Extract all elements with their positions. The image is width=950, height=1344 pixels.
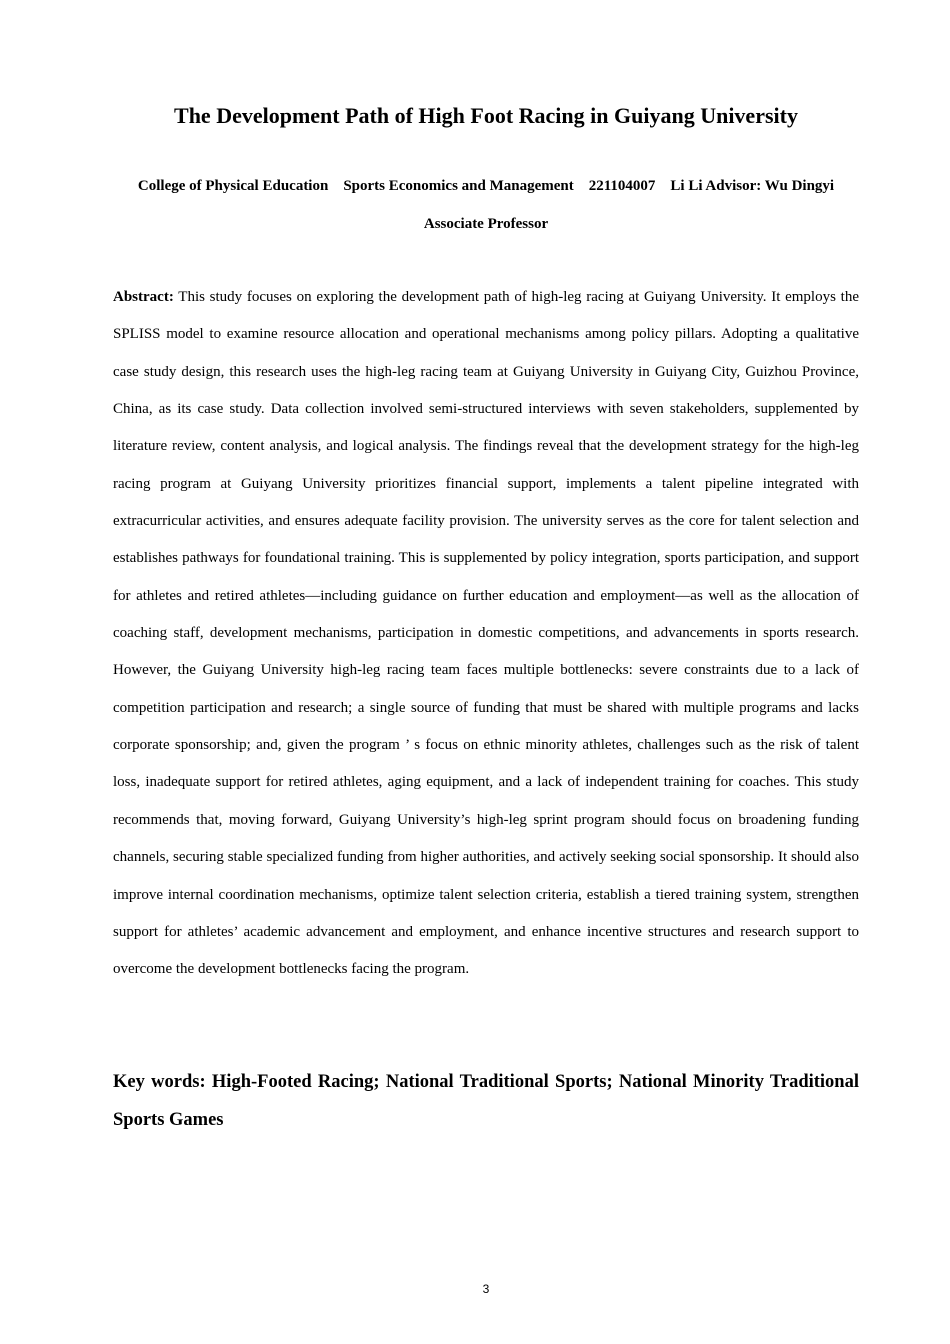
abstract-paragraph bbox=[113, 279, 859, 989]
author-byline: College of Physical Education Sports Economics and Management 221104007 Li Li Advisor: Wu Dingyi Associate Professor bbox=[137, 178, 850, 232]
keywords-line: Key words: High-Footed Racing; National Traditional Sports; National Minority Traditional Sports Games bbox=[113, 1072, 859, 1130]
abstract-text: This study focuses on exploring the development path of high-leg racing at Guiyang University. It employs the SPLISS model to examine resource allocation and operational mechanisms among policy pillars. Adopting a qualitative case study design, this research uses the high-leg racing team at Guiyang University in Guiyang City, Guizhou Province, China, as its case study. Data collection involved semi-structured interviews with seven stakeholders, supplemented by literature review, content analysis, and logical analysis. The findings reveal that the development strategy for the high-leg racing program at Guiyang University prioritizes financial support, implements a talent pipeline integrated with extracurricular activities, and ensures adequate facility provision. The university serves as the core for talent selection and establishes pathways for foundational training. This is supplemented by policy integration, sports participation, and support for athletes and retired athletes—including guidance on further education and employment—as well as the allocation of coaching staff, development mechanisms, participation in domestic competitions, and advancements in sports research. However, the Guiyang University high-leg racing team faces multiple bottlenecks: severe constraints due to a lack of competition participation and research; a single source of funding that must be shared with multiple programs and lacks corporate sponsorship; and, given the program ’ s focus on ethnic minority athletes, challenges such as the risk of talent loss, inadequate support for retired athletes, aging equipment, and a lack of independent training for coaches. This study recommends that, moving forward, Guiyang University’s high-leg sprint program should focus on broadening funding channels, securing stable specialized funding from higher authorities, and actively seeking social sponsorship. It should also improve internal coordination mechanisms, optimize talent selection criteria, establish a tiered training system, strengthen support for athletes’ academic advancement and employment, and enhance incentive structures and research support to overcome the development bottlenecks facing the program. bbox=[113, 289, 859, 978]
paper-title: The Development Path of High Foot Racing in Guiyang University bbox=[174, 103, 798, 128]
page-number: 3 bbox=[482, 1282, 490, 1296]
abstract-label: Abstract: bbox=[113, 289, 174, 305]
